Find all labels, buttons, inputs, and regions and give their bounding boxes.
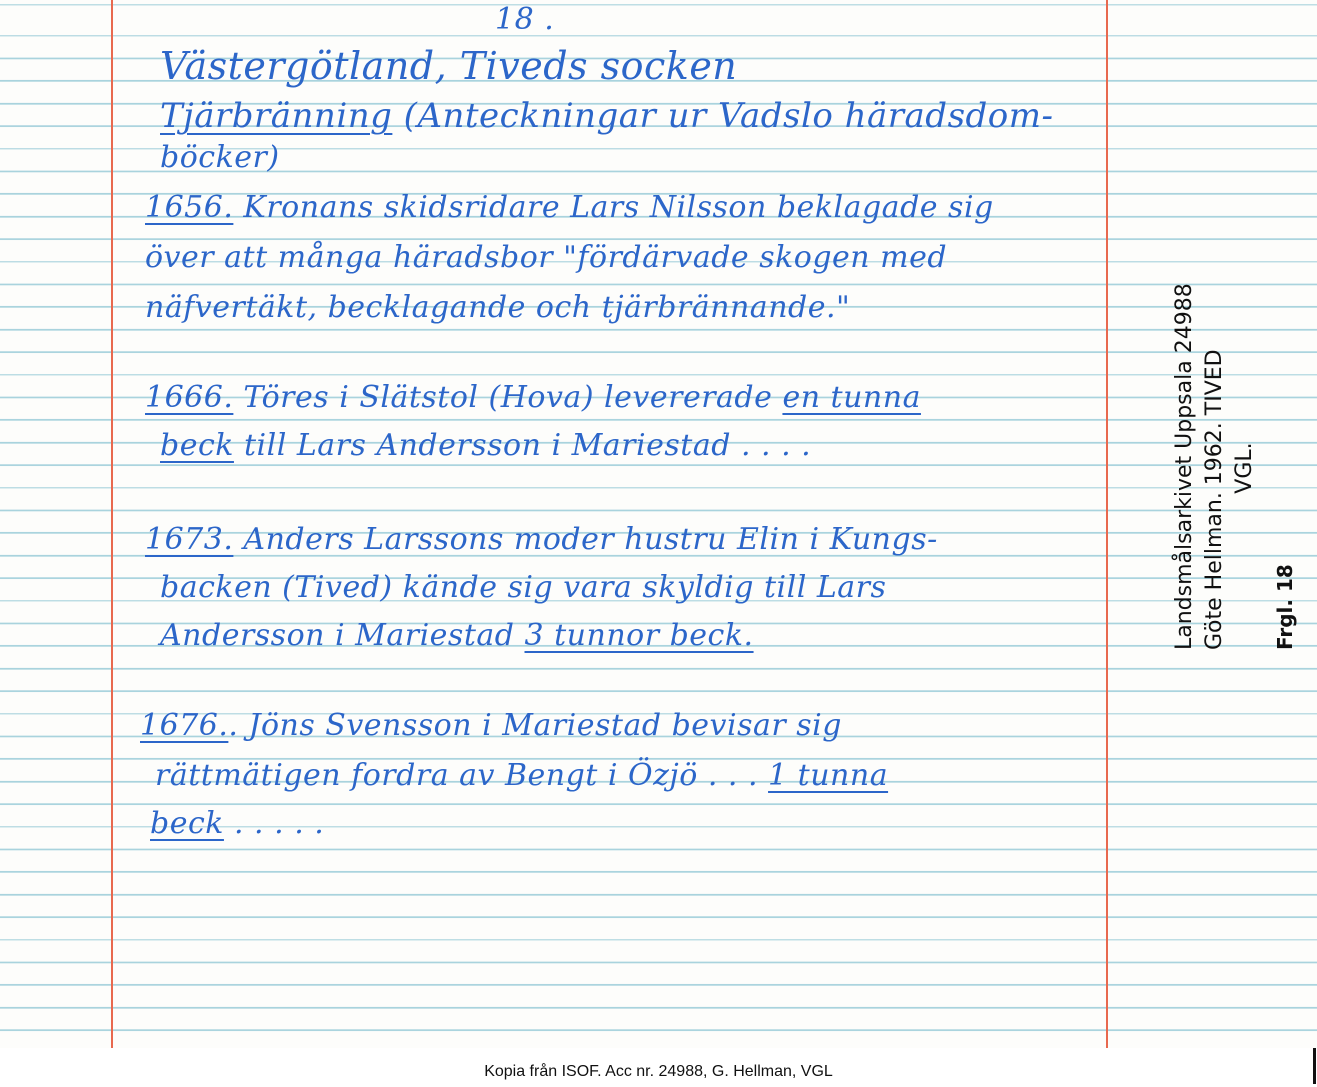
entry-text-underlined: beck [150, 806, 224, 841]
stamp-collector-line: Göte Hellman. 1962. TIVED [1202, 349, 1227, 650]
entry-text-underlined: en tunna [782, 380, 921, 415]
entry-text: rättmätigen fordra av Bengt i Özjö . . . [155, 758, 769, 793]
entry-text: . Jöns Svensson i Mariestad bevisar sig [228, 708, 842, 743]
heading-topic-line [160, 96, 1053, 136]
stamp-region-line: VGL. [1232, 442, 1257, 494]
entry-1666-line-2 [160, 428, 811, 463]
entry-1676-line-2 [155, 758, 888, 793]
entry-1676-line-1 [140, 708, 842, 743]
heading-note-cont: böcker) [160, 140, 280, 175]
entry-text: . . . . . [223, 806, 325, 841]
entry-text: till Lars Andersson i Mariestad . . . . [233, 428, 812, 463]
entry-year: 1673. [145, 522, 234, 557]
entry-year: 1666. [145, 380, 234, 415]
entry-text: Anders Larssons moder hustru Elin i Kungs- [233, 522, 938, 557]
entry-text-underlined: beck [160, 428, 234, 463]
entry-year: 1676. [140, 708, 229, 743]
entry-text: Töres i Slätstol (Hova) levererade [233, 380, 783, 415]
entry-text: Andersson i Mariestad [160, 618, 525, 653]
heading-note: (Anteckningar ur Vadslo häradsdom- [392, 96, 1054, 136]
entry-1673-line-1 [145, 522, 938, 557]
entry-1676-line-3 [150, 806, 324, 841]
entry-1666-line-1 [145, 380, 921, 415]
page-number: 18 . [495, 2, 555, 37]
entry-text-underlined: 3 tunnor beck. [524, 618, 754, 653]
entry-text-underlined: 1 tunna [768, 758, 889, 793]
right-margin-line [1106, 0, 1108, 1048]
entry-year: 1656. [145, 190, 234, 225]
entry-text: Kronans skidsridare Lars Nilsson beklagade sig [233, 190, 994, 225]
frgl-label: Frgl. 18 [1273, 564, 1297, 650]
heading-place: Västergötland, Tiveds socken [160, 44, 738, 88]
heading-topic: Tjärbränning [160, 96, 393, 136]
stamp-archive-line: Landsmålsarkivet Uppsala 24988 [1172, 283, 1197, 650]
entry-1656-line-3: näfvertäkt, becklagande och tjärbrännande." [145, 290, 851, 325]
entry-1656-line-2: över att många häradsbor "fördärvade skogen med [145, 240, 948, 275]
entry-1673-line-3 [160, 618, 754, 653]
left-margin-line [111, 0, 113, 1048]
footer-caption: Kopia från ISOF. Acc nr. 24988, G. Hellman, VGL [484, 1063, 833, 1080]
entry-1673-line-2: backen (Tived) kände sig vara skyldig till Lars [160, 570, 887, 605]
entry-1656-line-1 [145, 190, 994, 225]
